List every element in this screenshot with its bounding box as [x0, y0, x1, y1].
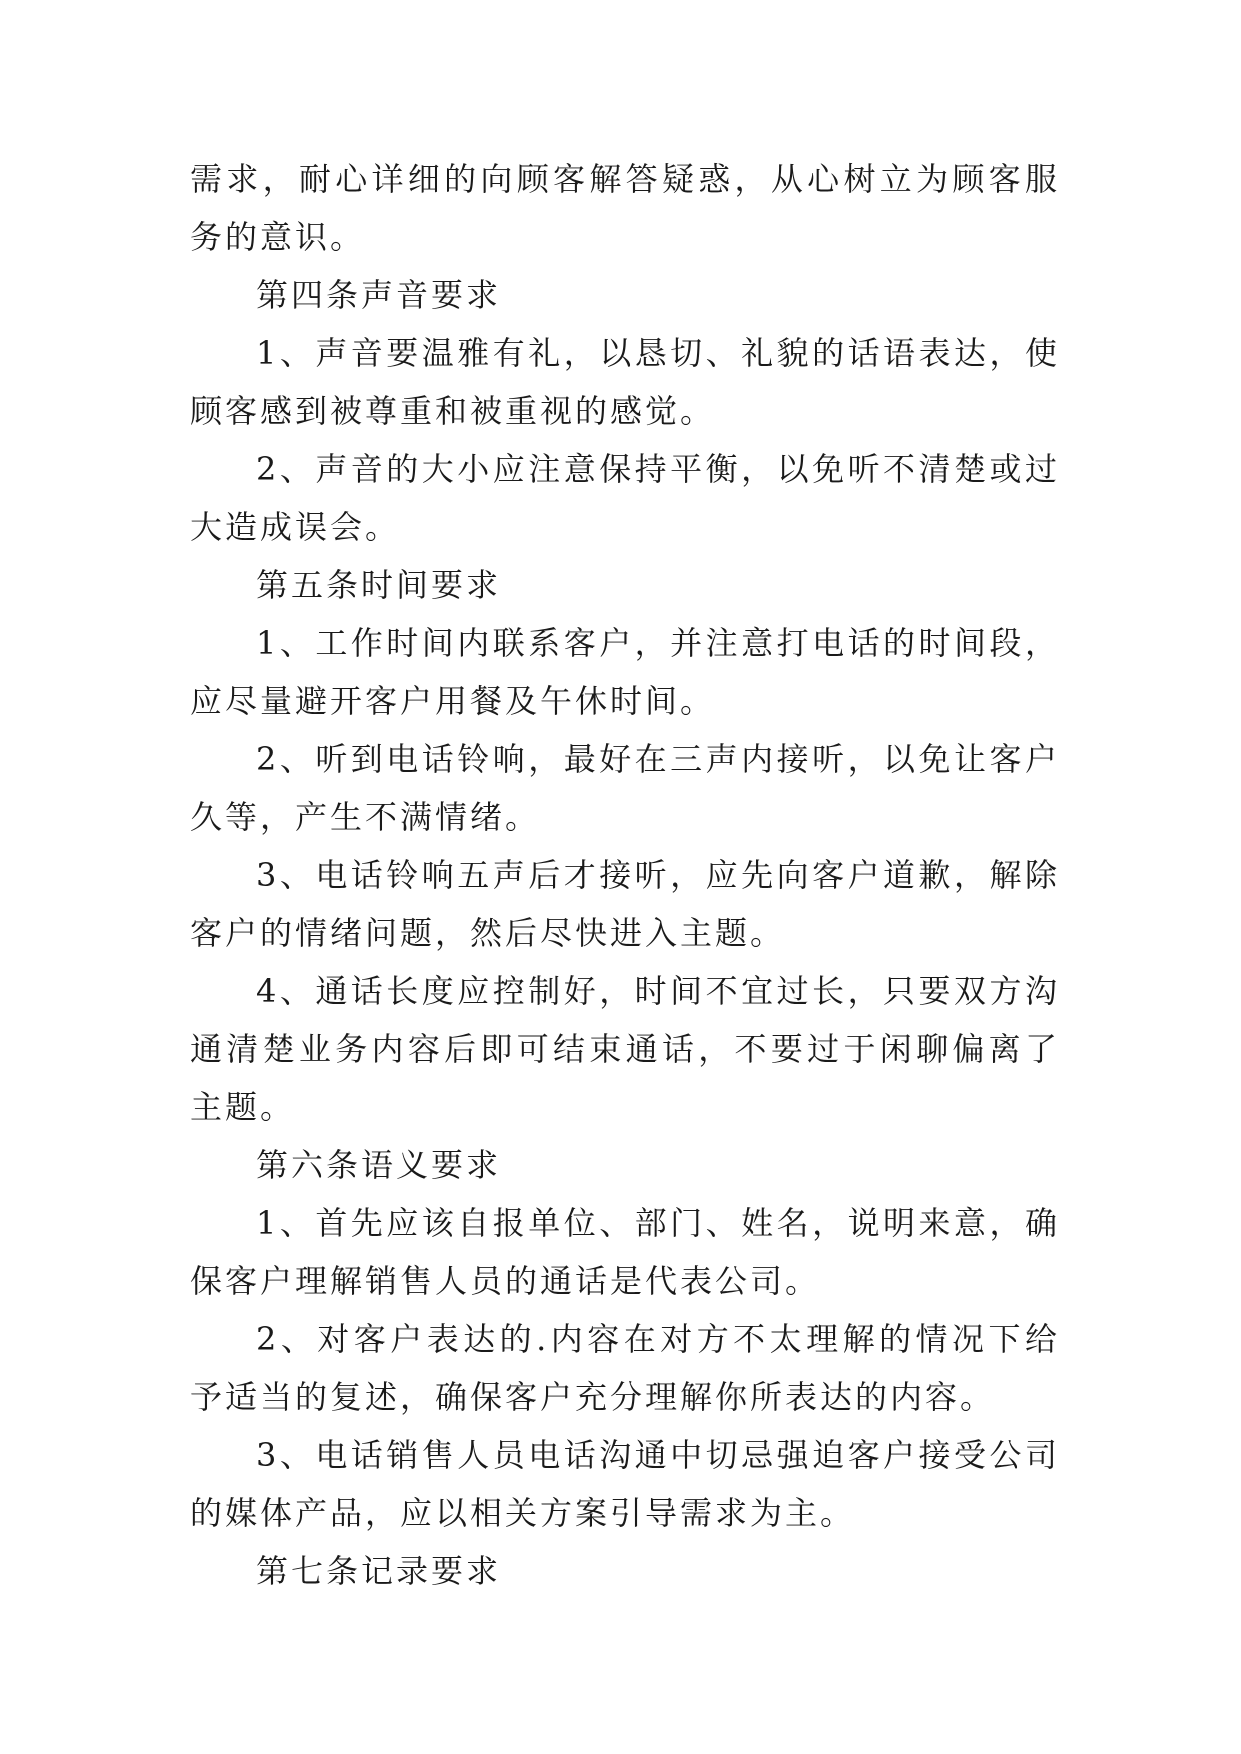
paragraph: 1、声音要温雅有礼，以恳切、礼貌的话语表达，使顾客感到被尊重和被重视的感觉。 — [190, 334, 1060, 430]
paragraph: 3、电话铃响五声后才接听，应先向客户道歉，解除客户的情绪问题，然后尽快进入主题。 — [190, 856, 1060, 952]
paragraph: 2、听到电话铃响，最好在三声内接听，以免让客户久等，产生不满情绪。 — [190, 740, 1060, 836]
paragraph: 3、电话销售人员电话沟通中切忌强迫客户接受公司的媒体产品，应以相关方案引导需求为主。 — [190, 1436, 1060, 1532]
document-body — [190, 150, 1060, 1600]
paragraph: 4、通话长度应控制好，时间不宜过长，只要双方沟通清楚业务内容后即可结束通话，不要过于闲聊偏离了主题。 — [190, 972, 1060, 1126]
section-heading-article-7: 第七条记录要求 — [256, 1552, 502, 1590]
section-heading-article-6: 第六条语义要求 — [256, 1146, 502, 1184]
paragraph: 1、首先应该自报单位、部门、姓名，说明来意，确保客户理解销售人员的通话是代表公司。 — [190, 1204, 1060, 1300]
paragraph: 2、声音的大小应注意保持平衡，以免听不清楚或过大造成误会。 — [190, 450, 1060, 546]
section-heading-article-5: 第五条时间要求 — [256, 566, 502, 604]
paragraph-continuation: 需求，耐心详细的向顾客解答疑惑，从心树立为顾客服务的意识。 — [190, 160, 1060, 256]
paragraph: 1、工作时间内联系客户，并注意打电话的时间段，应尽量避开客户用餐及午休时间。 — [190, 624, 1060, 720]
paragraph: 2、对客户表达的.内容在对方不太理解的情况下给予适当的复述，确保客户充分理解你所表达的内容。 — [190, 1320, 1060, 1416]
section-heading-article-4: 第四条声音要求 — [256, 276, 502, 314]
